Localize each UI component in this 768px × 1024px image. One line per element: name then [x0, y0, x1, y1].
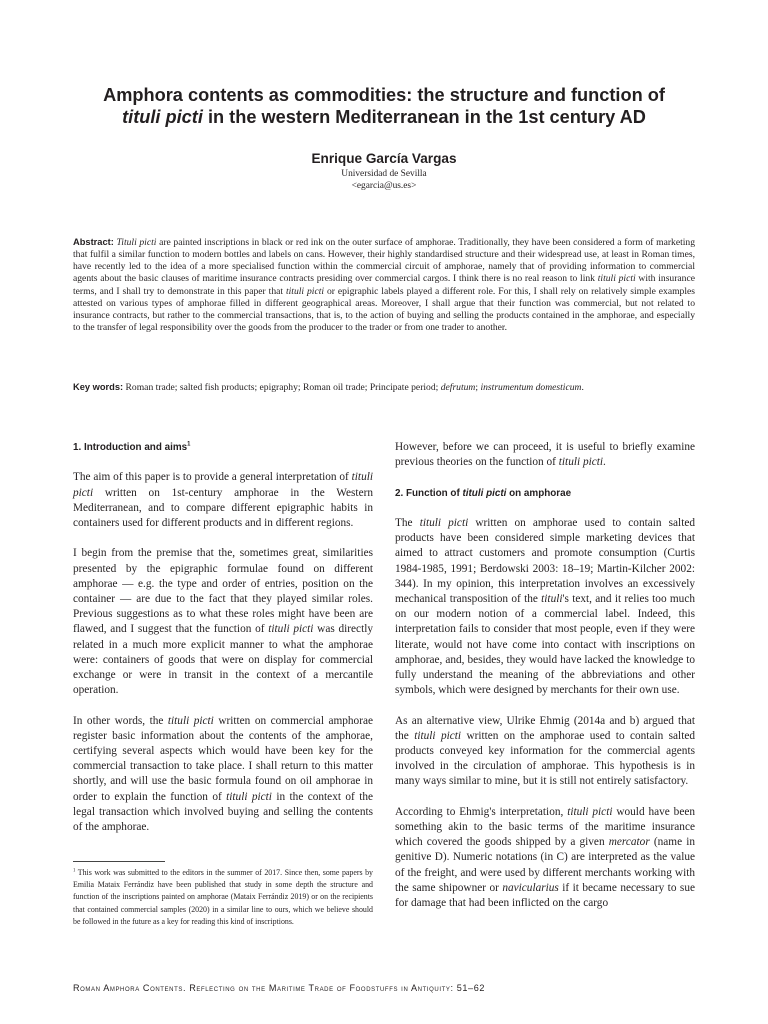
paper-title	[70, 84, 698, 128]
paragraph: As an alternative view, Ulrike Ehmig (2014a and b) argued that the tituli picti written on the amphorae used to contain salted products conveyed key information for the commercial agents involved in the circulation of amphorae. This hypothesis is in many ways similar to mine, but it is still not entirely satisfactory.	[395, 714, 695, 788]
paragraph: According to Ehmig's interpretation, tituli picti would have been something akin to the basic terms of the maritime insurance which covered the goods shipped by a given mercator (name in genitive D). Numeric notations (in C) are interpreted as the value of the freight, and were used by different merchants working with the same shipowner or navicularius if it became necessary to sue for damage that had been inflicted on the cargo	[395, 805, 696, 910]
footnote-ref: 1	[187, 441, 191, 448]
running-footer: Roman Amphora Contents. Reflecting on the Maritime Trade of Foodstuffs in Antiquity: 51–62	[73, 983, 486, 993]
paragraph: The tituli picti written on amphorae used to contain salted products have been considered simple marketing devices that aimed to attract customers and promote consumption (Curtis 1984-1985, 1991; Berdowski 2003: 18–19; Martin-Kilcher 2002: 344). In my opinion, this interpretation involves an excessively mechanical transposition of the tituli's text, and it relies too much on our modern notion of a commercial label. Indeed, this interpretation fails to consider that most people, even if they were literate, would not have come into contact with inscriptions on amphorae, and, besides, they would have lacked the knowledge to fully understand the meaning of the abbreviations and other symbols, which were designed by merchants for their own use.	[395, 516, 695, 697]
keywords: Key words: Roman trade; salted fish products; epigraphy; Roman oil trade; Principate period; defrutum; instrumentum domesticum.	[73, 382, 584, 393]
abstract-label: Abstract:	[73, 237, 114, 247]
paragraph: However, before we can proceed, it is useful to briefly examine previous theories on the function of tituli picti.	[395, 441, 695, 469]
footnote: $^1$ This work was submitted to the editors in the summer of 2017. Since then, some papers by Emilia Mataix Ferrándiz have been published that study in some depth the structure and function of the inscriptions painted on amphorae (Mataix Ferrándiz 2019) or on the recipients that contained commercial samples (2020) in a similar line to ours, which we believe should be followed in the future as a key for reading this kind of inscriptions.	[73, 868, 373, 926]
paragraph: In other words, the tituli picti written on commercial amphorae register basic information about the contents of the amphorae, certifying several aspects which would have been key for the commercial transaction to take place. I shall return to this matter shortly, and will use the basic formula found on oil amphorae in order to explain the function of tituli picti in the context of the legal transaction which involved buying and selling the contents of the amphorae.	[73, 714, 373, 834]
right-column	[395, 440, 695, 926]
section-heading-function: 2. Function of tituli picti on amphorae	[395, 487, 572, 499]
title-italic: tituli picti	[122, 107, 203, 127]
title-line-2: tituli picti in the western Mediterranean in the 1st century AD	[122, 107, 646, 127]
abstract: Abstract: Tituli picti are painted inscriptions in black or red ink on the outer surface of amphorae. Traditionally, they have been considered a form of marketing that fulfil a similar function to modern bottles and labels on cans. However, their highly standardised structure and their widespread use, at least in Roman times, have recently led to the idea of a more specialised function within the commercial circuit of amphorae, namely that of providing information to commercial agents about the basic clauses of maritime insurance contracts presiding over commercial cargos. I think there is no real reason to link tituli picti with insurance terms, and I shall try to demonstrate in this paper that tituli picti or epigraphic labels played a different role. For this, I shall rely on relatively simple examples attested on various types of amphorae filled in different geographical areas. Moreover, I shall argue that their function was commercial, but not related to insurance contracts, but rather to the commercial transactions, that is, to the action of buying and selling the products contained in the amphorae, and especially to the transfer of legal responsibility over the goods from the producer to the trader or from one trader to another.	[73, 237, 696, 334]
keywords-label: Key words:	[73, 382, 124, 392]
section-heading-introduction: 1. Introduction and aims$^1$	[73, 441, 191, 453]
left-column	[73, 440, 373, 850]
paragraph: I begin from the premise that the, sometimes great, similarities presented by the epigraphic formulae found on different amphorae — e.g. the type and order of entries, position on the container — are due to the fact that they played similar roles. Previous suggestions as to what these roles might have been are flawed, and I suggest that the function of tituli picti was directly related in a much more explicit manner to what the amphorae were: containers of goods that were on display for commercial exchange or were in transit in the context of a mercantile operation.	[73, 547, 373, 697]
footnote-mark: 1	[73, 868, 76, 874]
title-line-1: Amphora contents as commodities: the structure and function of	[103, 85, 665, 105]
footnote-divider	[73, 861, 165, 862]
author-email: <egarcia@us.es>	[351, 181, 417, 191]
paragraph: The aim of this paper is to provide a general interpretation of tituli picti written on 1st-century amphorae in the Western Mediterranean, and to compare different epigraphic habits in containers used for different products and in different regions.	[73, 471, 373, 529]
affiliation: Universidad de Sevilla	[341, 169, 427, 179]
author-name: Enrique García Vargas	[311, 151, 457, 166]
author-affiliation-block	[0, 168, 768, 192]
